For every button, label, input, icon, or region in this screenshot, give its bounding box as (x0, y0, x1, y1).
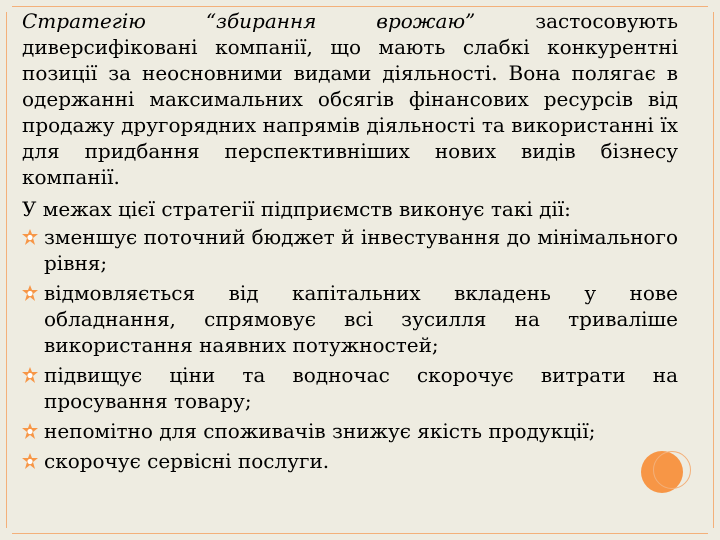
star-gear-icon (22, 229, 38, 245)
star-gear-icon (22, 453, 38, 469)
star-gear-icon (22, 423, 38, 439)
intro-body: застосовують диверсифіковані компанії, що мають слабкі конкурентні позиції за неосновними видами діяльності. Вона полягає в одержанні максимальних обсягів фінансових ресурсів від продажу другорядних напрямів діяльності та використанні їх для придбання перспективніших нових видів бізнесу компанії. (22, 9, 678, 189)
star-gear-icon (22, 367, 38, 383)
star-gear-icon (22, 285, 38, 301)
slide-content (22, 8, 678, 478)
bullet-list (22, 224, 678, 474)
intro-lead-italic: Стратегію “збирання врожаю” (22, 9, 476, 33)
bullet-text: зменшує поточний бюджет й інвестування до мінімального рівня; (44, 225, 678, 275)
frame-bottom-line (12, 533, 708, 534)
frame-top-line (12, 6, 708, 7)
intro-paragraph (22, 8, 678, 190)
bullet-item (22, 362, 678, 414)
bullet-text: скорочує сервісні послуги. (44, 449, 330, 473)
bullet-text: підвищує ціни та водночас скорочує витрати на просування товару; (44, 363, 678, 413)
bullet-item (22, 280, 678, 358)
bullet-text: відмовляється від капітальних вкладень у нове обладнання, спрямовує всі зусилля на триваліше використання наявних потужностей; (44, 281, 678, 357)
frame-left-line (6, 12, 7, 528)
bullet-text: непомітно для споживачів знижує якість продукції; (44, 419, 596, 443)
frame-right-line (713, 12, 714, 528)
bullet-item (22, 224, 678, 276)
bullet-item (22, 418, 678, 444)
bullet-item (22, 448, 678, 474)
decorative-circle-ring (653, 451, 691, 489)
intro-actions-line: У межах цієї стратегії підприємств виконує такі дії: (22, 197, 571, 221)
